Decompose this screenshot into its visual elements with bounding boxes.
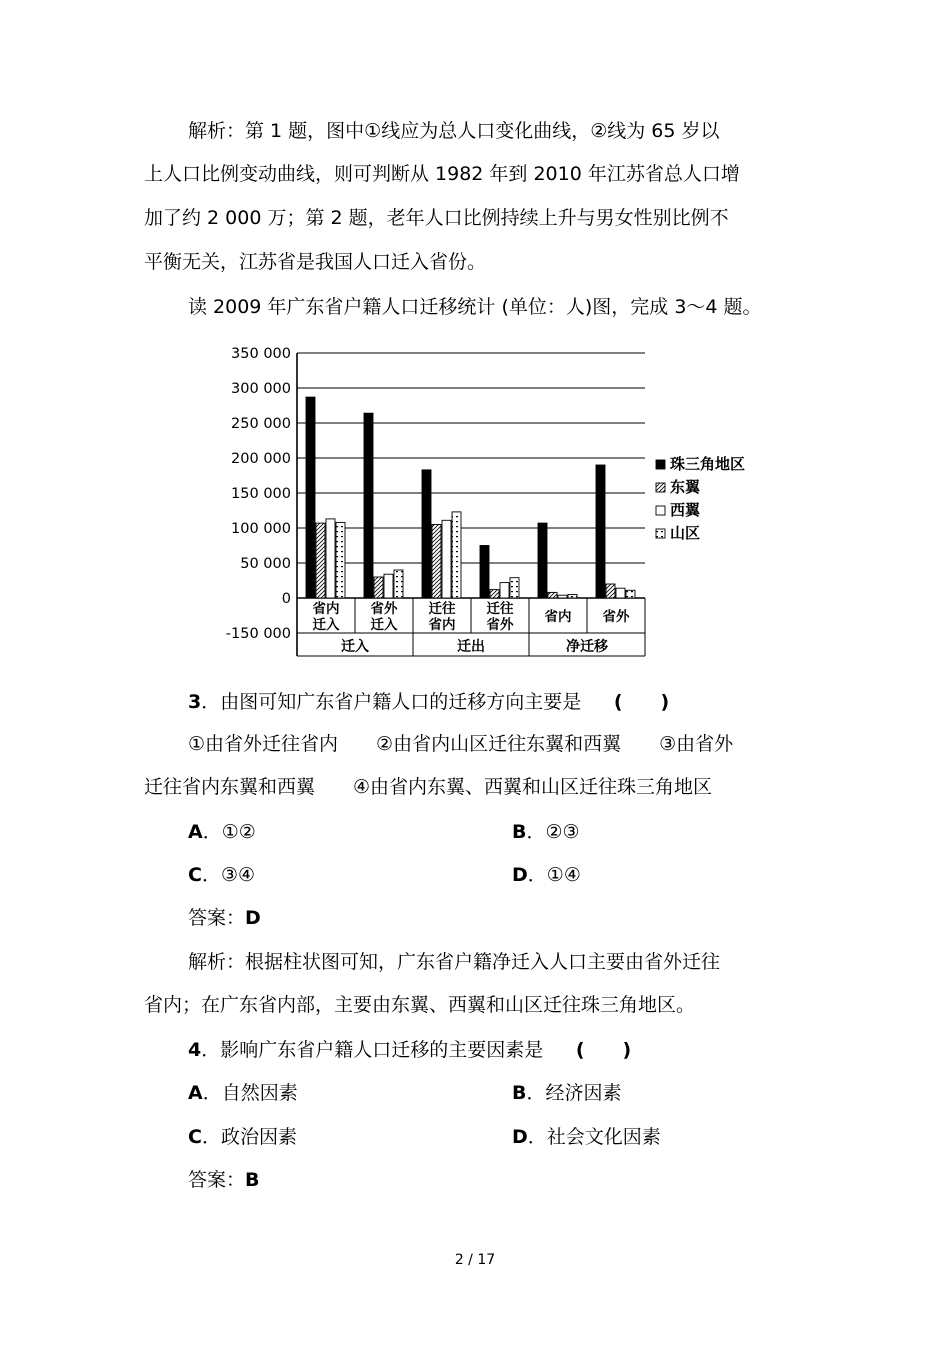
bar-珠三角地区 [596,465,605,598]
legend-label: 东翼 [670,478,701,496]
q4-choice-a-key: A [188,1082,203,1104]
q3-number: 3 [188,691,202,713]
bar-山区 [394,570,403,598]
q4-answer-paren: ( ) [575,1039,632,1061]
q3-answer-label: 答案： [188,907,246,929]
legend-label: 珠三角地区 [670,455,746,473]
y-tick-label: 300 000 [231,381,291,397]
para1-line2: 上人口比例变动曲线，则可判断从 1982 年到 2010 年江苏省总人口增 [144,163,740,185]
q4-choice-c-key: C [188,1126,202,1148]
q3-stem-text: ．由图可知广东省户籍人口的迁移方向主要是 [201,691,582,713]
bar-山区 [336,522,345,598]
q3-choice-a [188,819,256,845]
chart-legend [656,455,745,542]
legend-label: 山区 [670,524,701,542]
bar-山区 [626,590,635,598]
q4-choice-d-key: D [512,1126,528,1148]
q4-choice-a-text: ．自然因素 [202,1082,298,1104]
category-label: 省外 [486,617,514,633]
legend-swatch [656,460,665,469]
y-tick-label: 200 000 [231,451,291,467]
q3-choice-a-key: A [188,821,203,843]
bar-珠三角地区 [480,546,489,599]
bar-东翼 [490,590,499,598]
q4-choice-d-text: ．社会文化因素 [527,1126,661,1148]
q4-number: 4 [188,1039,202,1061]
y-tick-label: 350 000 [231,346,291,362]
category-label: 迁往 [428,601,456,617]
chart-intro: 读 2009 年广东省户籍人口迁移统计 (单位：人)图，完成 3～4 题。 [188,296,762,318]
q3-choice-d [512,862,581,888]
bar-珠三角地区 [422,470,431,598]
bar-东翼 [548,592,557,598]
para1-line1: 解析：第 1 题，图中①线应为总人口变化曲线，②线为 65 岁以 [188,120,720,142]
y-tick-label: -150 000 [225,626,291,642]
bar-珠三角地区 [538,523,547,598]
q4-choice-c [188,1124,297,1150]
legend-swatch [656,506,665,515]
q3-options-line2: 迁往省内东翼和西翼 ④由省内东翼、西翼和山区迁往珠三角地区 [144,776,713,798]
migration-bar-chart [215,340,775,662]
q4-stem [188,1037,631,1063]
q3-explanation-line1: 解析：根据柱状图可知，广东省户籍净迁入人口主要由省外迁往 [188,951,721,973]
chart-bars [306,397,635,598]
bar-珠三角地区 [306,397,315,598]
q3-choice-b-text: ．②③ [526,821,580,843]
category-label: 省内 [428,617,456,633]
group-label: 迁出 [457,639,485,655]
bar-东翼 [432,525,441,599]
category-label: 省内 [312,601,340,617]
group-label: 迁入 [341,639,369,655]
q4-answer [188,1167,260,1193]
q3-stem [188,689,669,715]
legend-label: 西翼 [670,501,701,519]
q3-choice-c [188,862,255,888]
para1-line4: 平衡无关，江苏省是我国人口迁入省份。 [144,251,487,273]
q4-choice-d [512,1124,661,1150]
y-tick-label: 150 000 [231,486,291,502]
y-tick-label: 0 [281,591,291,607]
bar-西翼 [384,574,393,598]
group-label: 净迁移 [566,639,608,655]
bar-西翼 [326,519,335,598]
y-tick-label: 250 000 [231,416,291,432]
category-label: 省外 [602,609,630,625]
y-tick-label: 50 000 [240,556,291,572]
q4-choice-b-key: B [512,1082,527,1104]
bar-东翼 [374,577,383,598]
bar-东翼 [316,523,325,598]
q3-choice-c-text: ．③④ [201,864,256,886]
q3-answer [188,905,261,931]
category-label: 迁往 [486,601,514,617]
q3-explanation-line2: 省内；在广东省内部，主要由东翼、西翼和山区迁往珠三角地区。 [144,994,696,1016]
q3-choice-d-text: ．①④ [527,864,581,886]
q4-stem-text: ．影响广东省户籍人口迁移的主要因素是 [201,1039,544,1061]
category-label: 迁入 [370,617,398,633]
bar-西翼 [558,595,567,598]
bar-东翼 [606,584,615,598]
legend-swatch [656,483,665,492]
q4-answer-label: 答案： [188,1169,246,1191]
q4-choice-c-text: ．政治因素 [201,1126,297,1148]
q3-choice-b [512,819,580,845]
q3-options-line1: ①由省外迁往省内 ②由省内山区迁往东翼和西翼 ③由省外 [188,733,734,755]
para1-line3: 加了约 2 000 万；第 2 题，老年人口比例持续上升与男女性别比例不 [144,207,729,229]
q3-choice-c-key: C [188,864,202,886]
legend-swatch [656,529,665,538]
category-label: 省内 [544,609,572,625]
q3-choice-d-key: D [512,864,528,886]
bar-西翼 [616,588,625,598]
bar-山区 [452,512,461,598]
bar-西翼 [442,520,451,598]
y-tick-label: 100 000 [231,521,291,537]
q3-answer-value: D [245,907,261,929]
page-number: 2 / 17 [454,1252,496,1268]
bar-珠三角地区 [364,413,373,598]
q3-choice-a-text: ．①② [202,821,256,843]
bar-西翼 [500,583,509,598]
q4-choice-b-text: ．经济因素 [526,1082,622,1104]
q4-choice-b [512,1080,622,1106]
q4-answer-value: B [245,1169,260,1191]
q3-answer-paren: ( ) [613,691,670,713]
category-label: 省外 [370,601,398,617]
bar-山区 [510,578,519,598]
category-label: 迁入 [312,617,340,633]
q4-choice-a [188,1080,298,1106]
q3-choice-b-key: B [512,821,527,843]
bar-山区 [568,595,577,599]
